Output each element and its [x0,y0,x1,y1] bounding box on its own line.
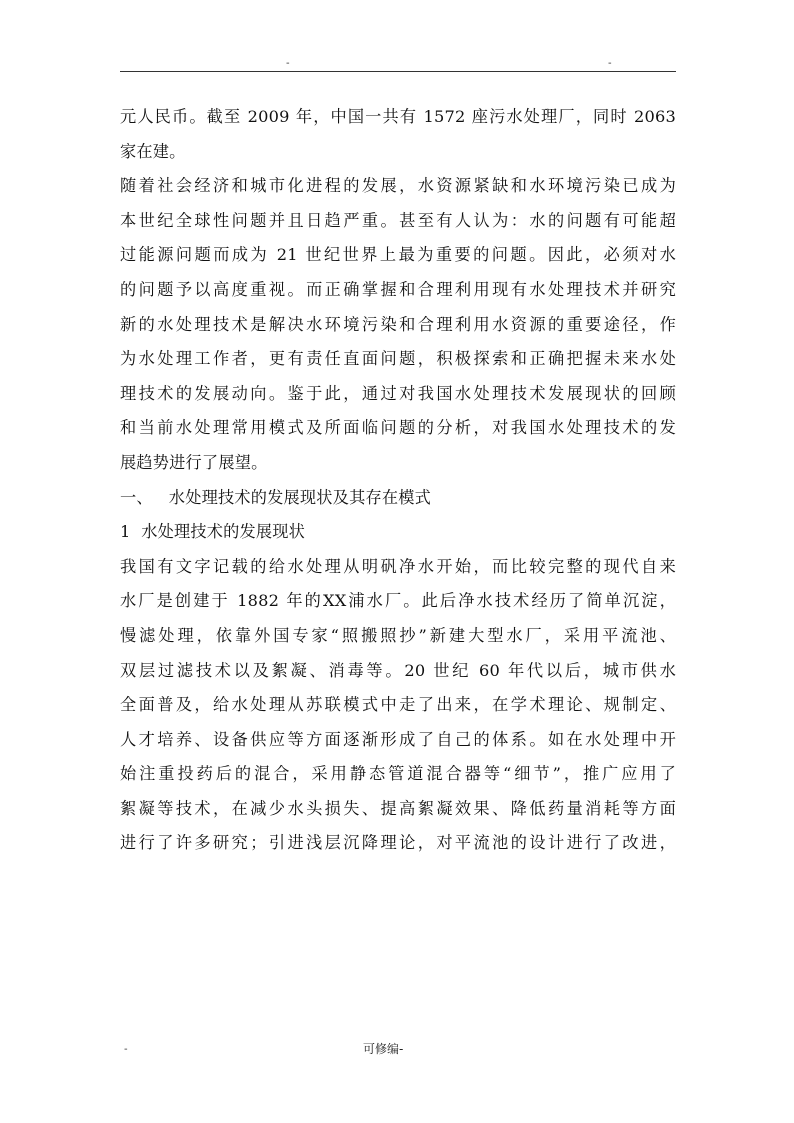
footer-mark: - [124,1044,128,1055]
paragraph-line: 絮凝等技术，在减少水头损失、提高絮凝效果、降低药量消耗等方面 [120,798,676,818]
header-mark-left: - [286,58,290,69]
paragraph-line: 始注重投药后的混合，采用静态管道混合器等“细节”，推广应用了 [120,764,676,784]
paragraph-line: 过能源问题而成为 21 世纪世界上最为重要的问题。因此，必须对水 [120,245,676,265]
paragraph-line: 和当前水处理常用模式及所面临问题的分析，对我国水处理技术的发 [120,418,676,438]
paragraph-line: 我国有文字记载的给水处理从明矾净水开始，而比较完整的现代自来 [120,556,676,576]
paragraph-line: 全面普及，给水处理从苏联模式中走了出来，在学术理论、规制定、 [120,695,676,715]
paragraph-line: 的问题予以高度重视。而正确掌握和合理利用现有水处理技术并研究 [120,279,676,299]
subsection-heading: 1 水处理技术的发展现状 [120,522,306,542]
paragraph-line: 随着社会经济和城市化进程的发展，水资源紧缺和水环境污染已成为 [120,176,676,196]
paragraph-line: 进行了许多研究；引进浅层沉降理论，对平流池的设计进行了改进， [120,833,676,853]
paragraph-line: 人才培养、设备供应等方面逐渐形成了自己的体系。如在水处理中开 [120,729,676,749]
paragraph-line: 元人民币。截至 2009 年，中国一共有 1572 座污水处理厂，同时 2063 [120,107,676,126]
paragraph-line: 新的水处理技术是解决水环境污染和合理利用水资源的重要途径，作 [120,314,676,334]
paragraph-line: 家在建。 [120,141,186,161]
document-body [120,100,676,861]
paragraph-line: 展趋势进行了展望。 [120,452,268,472]
paragraph-line: 慢滤处理，依靠外国专家“照搬照抄”新建大型水厂，采用平流池、 [120,625,676,645]
footer-label: 可修编- [363,1042,404,1056]
paragraph-line: 双层过滤技术以及絮凝、消毒等。20 世纪 60 年代以后，城市供水 [120,660,676,680]
paragraph-line: 理技术的发展动向。鉴于此，通过对我国水处理技术发展现状的回顾 [120,383,676,403]
header-mark-right: - [608,58,612,69]
header-rule [120,71,676,72]
section-heading: 一、 水处理技术的发展现状及其存在模式 [120,487,432,507]
paragraph-line: 水厂是创建于 1882 年的XX浦水厂。此后净水技术经历了简单沉淀， [120,591,676,611]
paragraph-line: 本世纪全球性问题并且日趋严重。甚至有人认为：水的问题有可能超 [120,210,676,230]
paragraph-line: 为水处理工作者，更有责任直面问题，积极探索和正确把握未来水处 [120,349,676,369]
